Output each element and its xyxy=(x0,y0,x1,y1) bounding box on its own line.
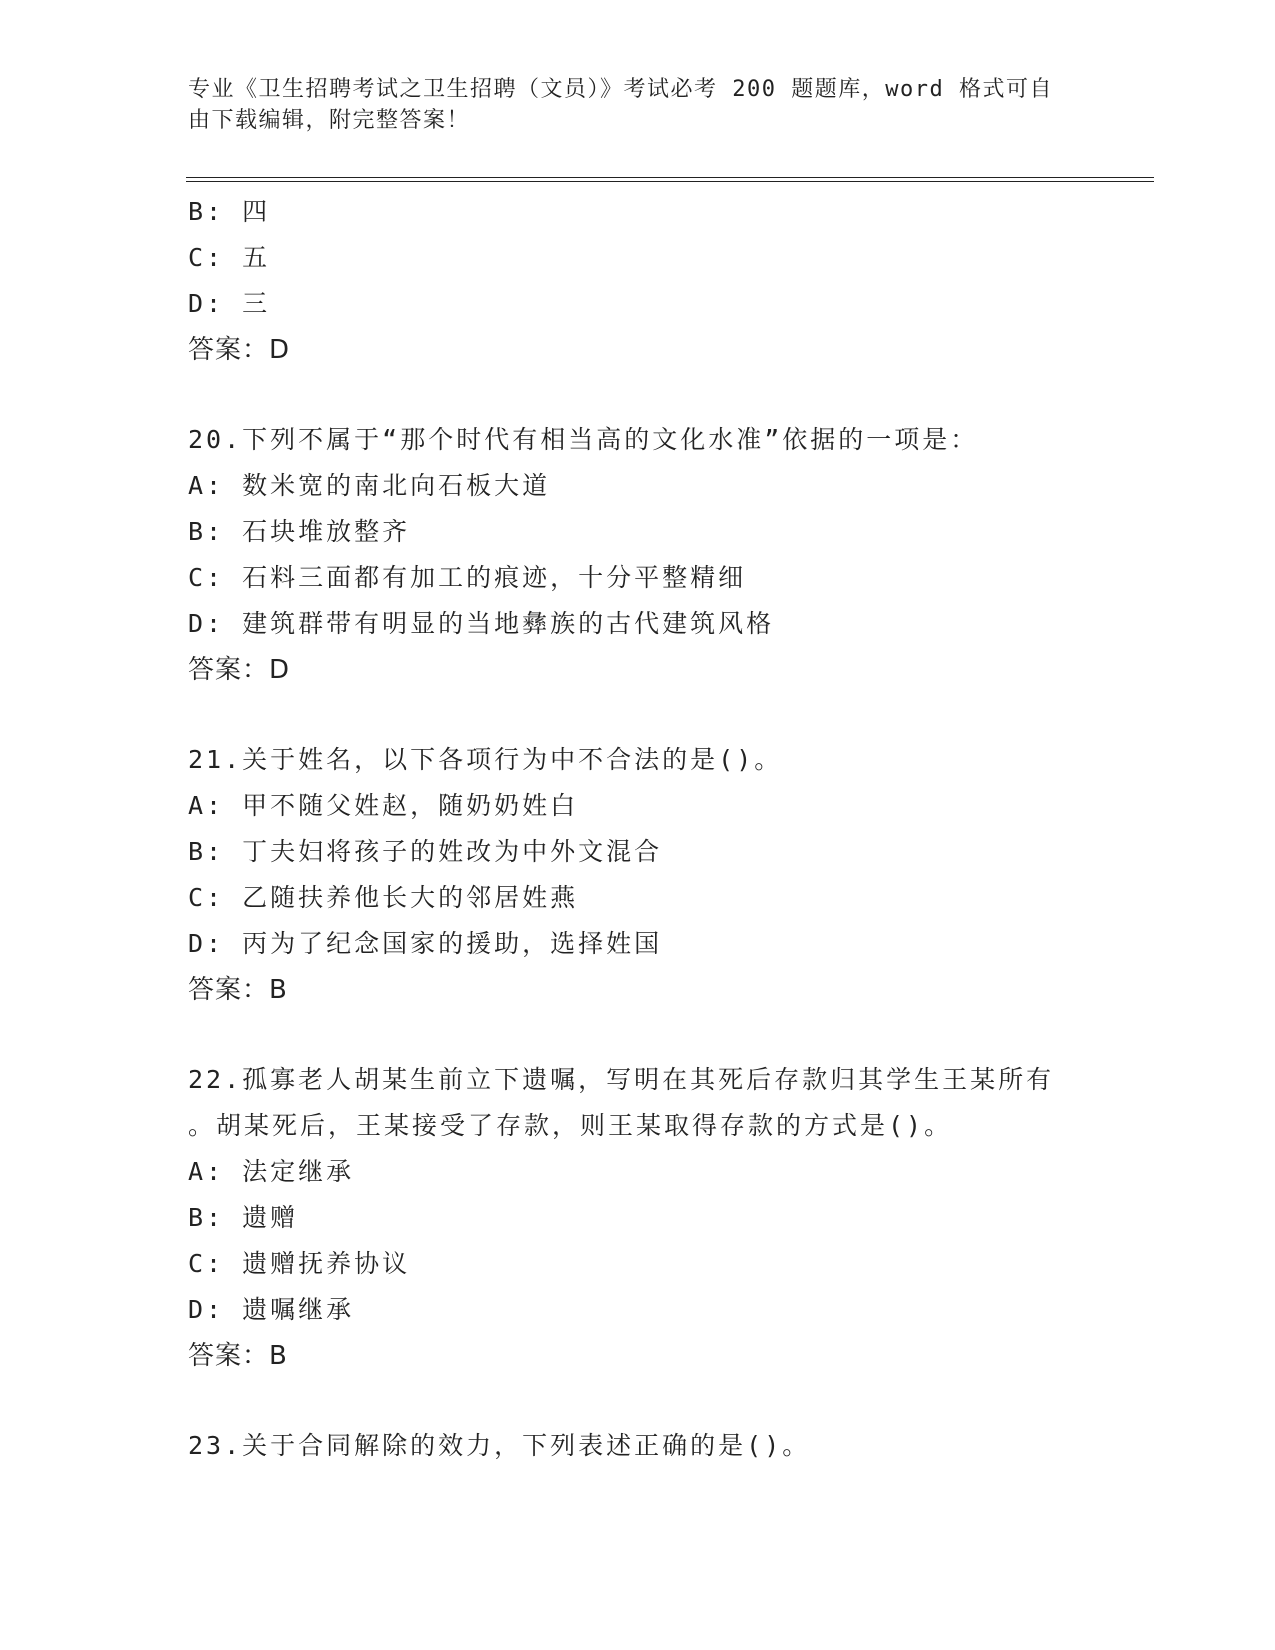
option-c: C: 石料三面都有加工的痕迹，十分平整精细 xyxy=(188,563,747,592)
option-c: C: 五 xyxy=(188,243,271,272)
option-d: D: 丙为了纪念国家的援助，选择姓国 xyxy=(188,929,663,958)
question-stem-line-1: 22.孤寡老人胡某生前立下遗嘱，写明在其死后存款归其学生王某所有 xyxy=(188,1065,1055,1094)
option-d: D: 三 xyxy=(188,289,271,318)
spacer xyxy=(188,373,1088,417)
question-block-23 xyxy=(188,1423,1088,1469)
question-block-21 xyxy=(188,737,1088,1013)
question-stem: 21.关于姓名，以下各项行为中不合法的是()。 xyxy=(188,745,783,774)
spacer xyxy=(188,693,1088,737)
answer: 答案：D xyxy=(188,655,291,685)
option-a: A: 法定继承 xyxy=(188,1157,355,1186)
answer: 答案：D xyxy=(188,335,291,365)
option-b: B: 丁夫妇将孩子的姓改为中外文混合 xyxy=(188,837,663,866)
question-stem: 23.关于合同解除的效力，下列表述正确的是()。 xyxy=(188,1431,811,1460)
option-b: B: 四 xyxy=(188,197,271,226)
header-line-2: 由下载编辑，附完整答案！ xyxy=(188,108,471,133)
header-line-1: 专业《卫生招聘考试之卫生招聘（文员）》考试必考 200 题题库，word 格式可自 xyxy=(188,77,1053,102)
question-block-22 xyxy=(188,1057,1088,1379)
question-block-20 xyxy=(188,417,1088,693)
document-header xyxy=(188,74,1068,136)
question-stem: 20.下列不属于“那个时代有相当高的文化水准”依据的一项是： xyxy=(188,425,979,454)
option-d: D: 建筑群带有明显的当地彝族的古代建筑风格 xyxy=(188,609,775,638)
option-c: C: 遗赠抚养协议 xyxy=(188,1249,411,1278)
option-a: A: 数米宽的南北向石板大道 xyxy=(188,471,551,500)
question-stem-line-2: 。胡某死后，王某接受了存款，则王某取得存款的方式是()。 xyxy=(188,1111,953,1140)
option-d: D: 遗嘱继承 xyxy=(188,1295,355,1324)
option-a: A: 甲不随父姓赵，随奶奶姓白 xyxy=(188,791,579,820)
option-b: B: 遗赠 xyxy=(188,1203,299,1232)
option-b: B: 石块堆放整齐 xyxy=(188,517,411,546)
question-list xyxy=(188,189,1088,1469)
answer: 答案：B xyxy=(188,1341,288,1371)
question-block-prev xyxy=(188,189,1088,373)
option-c: C: 乙随扶养他长大的邻居姓燕 xyxy=(188,883,579,912)
spacer xyxy=(188,1379,1088,1423)
header-divider xyxy=(186,177,1154,182)
spacer xyxy=(188,1013,1088,1057)
answer: 答案：B xyxy=(188,975,288,1005)
